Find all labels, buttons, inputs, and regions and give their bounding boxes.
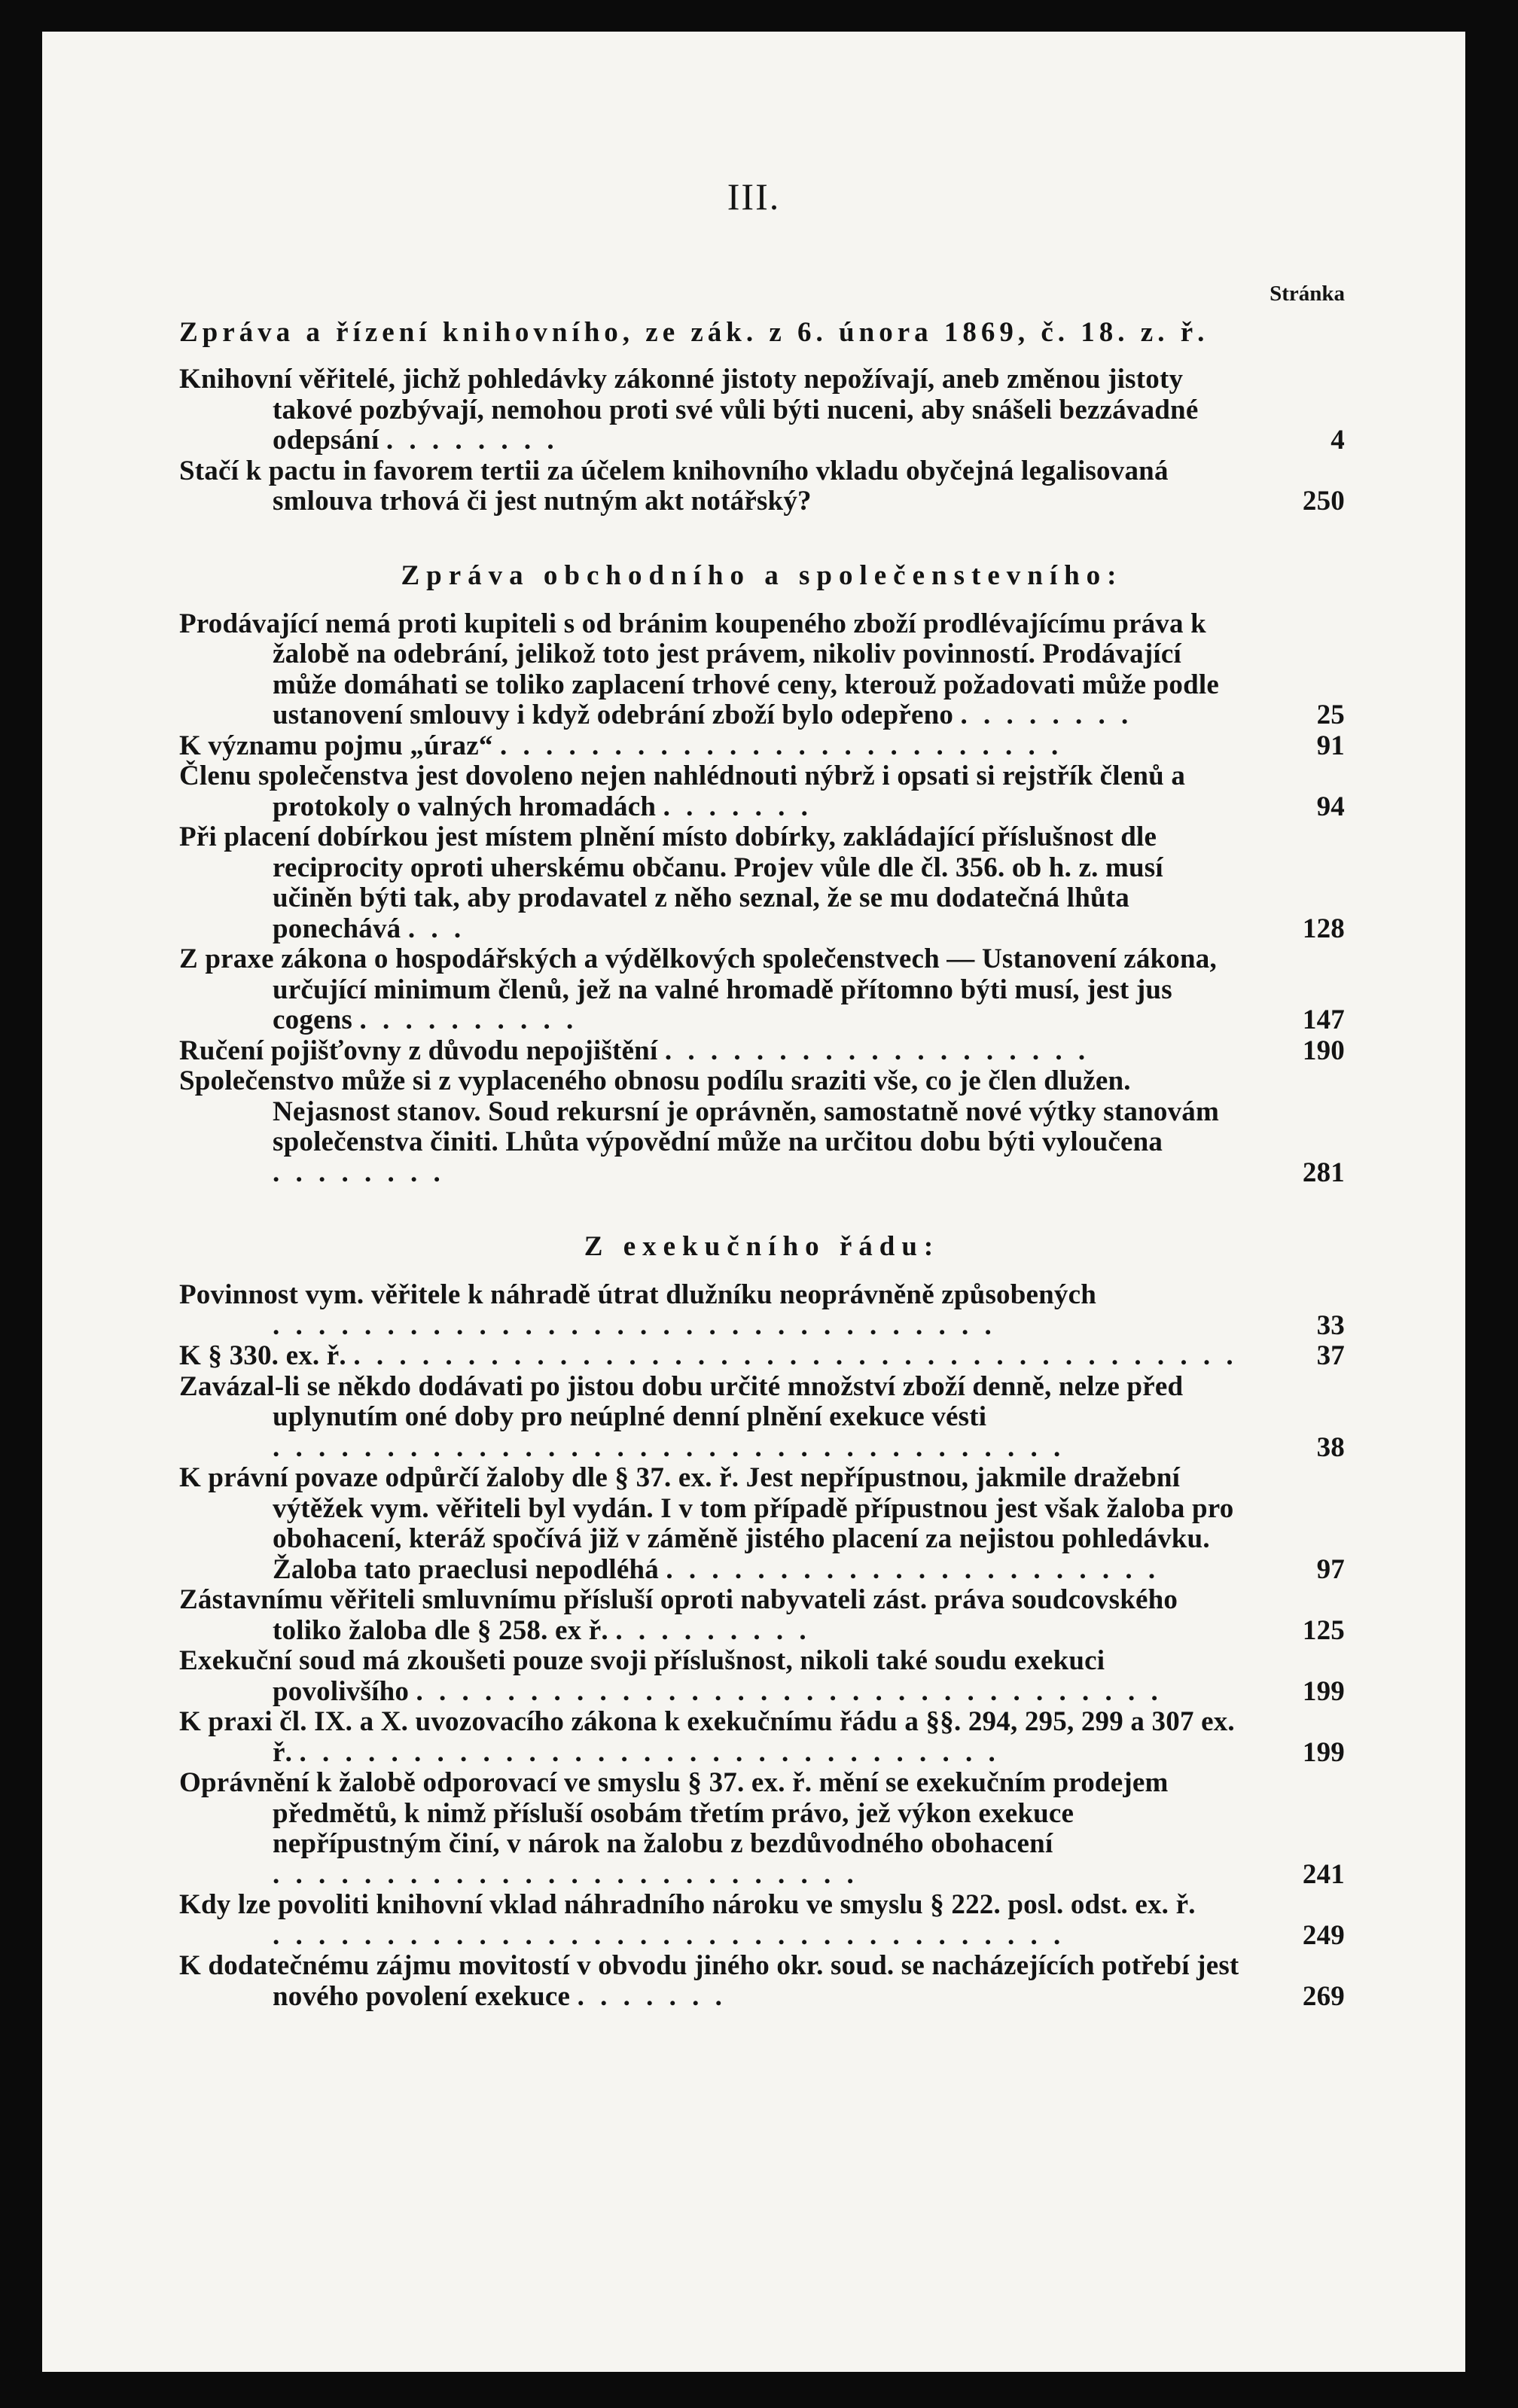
entry-page: 4 <box>1331 425 1345 456</box>
entry-page: 25 <box>1316 700 1345 730</box>
leader-dots: . . . . . . . . . . . . . . . . . . . . . . . . . . . . . . . . . . . . . . . <box>353 1340 1238 1371</box>
leader-dots: . . . <box>407 913 466 944</box>
entry-page: 37 <box>1316 1340 1345 1371</box>
section-commercial-law <box>179 561 1345 1189</box>
entry-page: 128 <box>1302 913 1345 944</box>
entry-text: Zástavnímu věřiteli smluvnímu přísluší oproti nabyvateli zást. práva soudcovského toliko žaloba dle § 258. ex ř. <box>179 1584 1178 1646</box>
leader-dots: . . . . . . . . . . . . . . . . . . . . . . . . . <box>500 730 1063 761</box>
entry-page: 249 <box>1302 1919 1345 1951</box>
toc-entry <box>179 364 1345 456</box>
toc-entry <box>179 1341 1345 1372</box>
leader-dots: . . . . . . . . . . <box>359 1004 578 1035</box>
toc-entry <box>179 822 1345 944</box>
toc-entry <box>179 1646 1345 1707</box>
section-land-registry <box>179 318 1345 517</box>
toc-entry <box>179 1280 1345 1341</box>
leader-dots: . . . . . . . . <box>960 700 1133 730</box>
entry-text: Společenstvo může si z vyplaceného obnosu podílu sraziti vše, co je člen dlužen. Nejasnost stanov. Soud rekursní je oprávněn, samostatně nové výtky stanovám společenstva činiti. Lhůta výpovědní může na určitou dobu býti vyloučena <box>179 1065 1220 1157</box>
entry-page: 38 <box>1316 1431 1345 1463</box>
entry-text: K právní povaze odpůrčí žaloby dle § 37. ex. ř. Jest nepřípustnou, jakmile dražební výtěžek vym. věřiteli byl vydán. I v tom případě přípustnou jest však žaloba pro obohacení, kteráž spočívá již v záměně jistého placení za nejistou pohledávku. Žaloba tato praeclusi nepodléhá <box>179 1462 1234 1585</box>
toc-entry <box>179 731 1345 762</box>
leader-dots: . . . . . . . <box>577 1980 727 2012</box>
entry-text: K § 330. ex. ř. <box>179 1340 346 1371</box>
entry-text: K praxi čl. IX. a X. uvozovacího zákona k exekučnímu řádu a §§. 294, 295, 299 a 307 ex. ř. <box>179 1706 1235 1768</box>
leader-dots: . . . . . . . . . . . . . . . . . . . . . . . . . . <box>273 1858 858 1890</box>
leader-dots: . . . . . . . . . . . . . . . . . . . . . . . . . . . . . . . . . <box>416 1675 1163 1707</box>
leader-dots: . . . . . . . <box>663 791 812 822</box>
entry-page: 147 <box>1302 1004 1345 1035</box>
entry-page: 91 <box>1316 730 1345 761</box>
entry-page: 199 <box>1302 1736 1345 1768</box>
entry-page: 94 <box>1316 791 1345 822</box>
page-number: III. <box>727 175 781 218</box>
toc-entry <box>179 761 1345 822</box>
entry-page: 33 <box>1316 1309 1345 1341</box>
entry-text: Prodávající nemá proti kupiteli s od bránim koupeného zboží prodlévajícímu práva k žalobě na odebrání, jelikož toto jest právem, nikoliv povinností. Prodávající může domáhati se toliko zaplacení trhové ceny, kterouž požadovati může podle ustanovení smlouvy i když odebrání zboží bylo odepřeno <box>179 608 1220 730</box>
entry-page: 281 <box>1302 1157 1345 1188</box>
toc-entry <box>179 1707 1345 1768</box>
entry-text: K dodatečnému zájmu movitostí v obvodu jiného okr. soud. se nacházejících potřebí jest nového povolení exekuce <box>179 1950 1239 2012</box>
entry-page: 97 <box>1316 1553 1345 1585</box>
leader-dots: . . . . . . . . . . . . . . . . . . . . . . . . . . . . . . . . . . . <box>273 1431 1065 1463</box>
entry-text: Členu společenstva jest dovoleno nejen nahlédnouti nýbrž i opsati si rejstřík členů a protokoly o valných hromadách <box>179 761 1186 822</box>
section-title: Zpráva a řízení knihovního, ze zák. z 6. února 1869, č. 18. z. ř. <box>179 317 1209 348</box>
toc-entry <box>179 1951 1345 2012</box>
toc-entry <box>179 1066 1345 1188</box>
toc-entry <box>179 1463 1345 1585</box>
entry-text: Povinnost vym. věřitele k náhradě útrat dlužníku neoprávněně způsobených <box>179 1279 1097 1310</box>
toc-entry <box>179 1036 1345 1067</box>
toc-entry <box>179 609 1345 731</box>
book-page <box>42 32 1465 2372</box>
entry-page: 269 <box>1302 1980 1345 2012</box>
entry-text: K významu pojmu „úraz“ <box>179 730 493 761</box>
section-title: Zpráva obchodního a společenstevního: <box>401 559 1123 591</box>
entry-text: Stačí k pactu in favorem tertii za účelem knihovního vkladu obyčejná legalisovaná smlouva trhová či jest nutným akt notářský? <box>179 455 1169 517</box>
toc-entry <box>179 1768 1345 1890</box>
entry-page: 125 <box>1302 1614 1345 1646</box>
entry-text: Zavázal-li se někdo dodávati po jistou dobu určité množství zboží denně, nelze před uplynutím oné doby pro neúplné denní plnění exekuce vésti <box>179 1370 1184 1432</box>
toc-entry <box>179 1585 1345 1646</box>
section-execution-code <box>179 1232 1345 2012</box>
leader-dots: . . . . . . . . . <box>615 1614 811 1646</box>
entry-text: Exekuční soud má zkoušeti pouze svoji příslušnost, nikoli také soudu exekuci povolivšího <box>179 1645 1105 1707</box>
entry-text: Knihovní věřitelé, jichž pohledávky zákonné jistoty nepožívají, aneb změnou jistoty takové pozbývají, nemohou proti své vůli býti nuceni, aby snášeli bezzávadné odepsání <box>179 364 1199 456</box>
toc-entry <box>179 456 1345 517</box>
leader-dots: . . . . . . . . . . . . . . . . . . . <box>664 1035 1090 1066</box>
entry-text: Oprávnění k žalobě odporovací ve smyslu § 37. ex. ř. mění se exekučním prodejem předmětů, k nimž přísluší osobám třetím právo, jež výkon exekuce nepřípustným činí, v nárok na žalobu z bezdůvodného obohacení <box>179 1767 1169 1859</box>
leader-dots: . . . . . . . . . . . . . . . . . . . . . . . . . . . . . . . . . . . <box>273 1919 1065 1951</box>
toc-entry <box>179 1890 1345 1951</box>
page-column-header: Stránka <box>1270 282 1345 306</box>
leader-dots: . . . . . . . . <box>273 1157 445 1188</box>
entry-text: Ručení pojišťovny z důvodu nepojištění <box>179 1035 658 1066</box>
leader-dots: . . . . . . . . <box>386 425 559 456</box>
section-title: Z exekučního řádu: <box>584 1231 940 1262</box>
entry-page: 199 <box>1302 1675 1345 1707</box>
entry-text: Kdy lze povoliti knihovní vklad náhradního nároku ve smyslu § 222. posl. odst. ex. ř. <box>179 1889 1196 1920</box>
toc-entry <box>179 944 1345 1036</box>
entry-page: 190 <box>1302 1035 1345 1066</box>
entry-page: 250 <box>1302 486 1345 517</box>
leader-dots: . . . . . . . . . . . . . . . . . . . . . . . . . . . . . . . . <box>273 1309 996 1341</box>
leader-dots: . . . . . . . . . . . . . . . . . . . . . . <box>666 1553 1160 1585</box>
entry-text: Z praxe zákona o hospodářských a výdělkových společenstvech — Ustanovení zákona, určující minimum členů, jež na valné hromadě přítomno býti musí, jest jus cogens <box>179 943 1217 1035</box>
leader-dots: . . . . . . . . . . . . . . . . . . . . . . . . . . . . . . . <box>299 1736 1000 1768</box>
toc-entry <box>179 1372 1345 1464</box>
entry-page: 241 <box>1302 1858 1345 1890</box>
table-of-contents <box>179 318 1345 2012</box>
entry-text: Při placení dobírkou jest místem plnění místo dobírky, zakládající příslušnost dle reciprocity oproti uherskému občanu. Projev vůle dle čl. 356. ob h. z. musí učiněn býti tak, aby prodavatel z něho seznal, že se mu dodatečná lhůta ponechává <box>179 821 1163 944</box>
